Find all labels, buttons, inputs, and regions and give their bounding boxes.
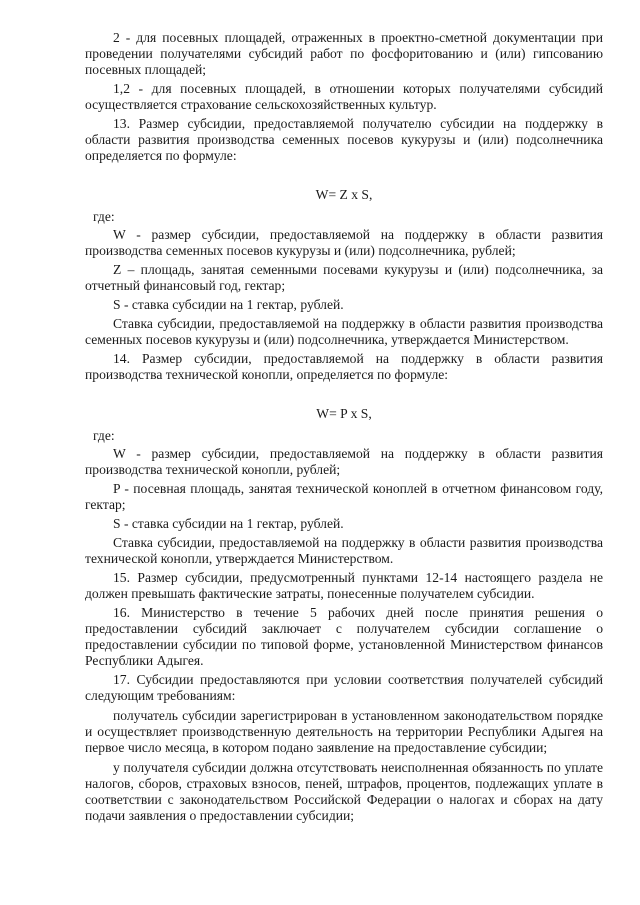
paragraph-15: 15. Размер субсидии, предусмотренный пунктами 12-14 настоящего раздела не должен превышать фактические затраты, понесенные получателем субсидии. (85, 570, 603, 601)
definition-p: P - посевная площадь, занятая технической коноплей в отчетном финансовом году, гектар; (85, 481, 603, 512)
paragraph-16: 16. Министерство в течение 5 рабочих дней после принятия решения о предоставлении субсидий заключает с получателем субсидии соглашение о предоставлении субсидии по типовой форме, установленной Министерством финансов Республики Адыгея. (85, 605, 603, 668)
rate-hemp-paragraph: Ставка субсидии, предоставляемой на поддержку в области развития производства технической конопли, утверждается Министерством. (85, 535, 603, 566)
formula-w-z-s: W= Z x S, (315, 187, 373, 202)
requirement-no-tax-debt: у получателя субсидии должна отсутствовать неисполненная обязанность по уплате налогов, сборов, страховых взносов, пеней, штрафов, процентов, подлежащих уплате в соответствии с законодательством Российской Федерации о налогах и сборах на дату подачи заявления о предоставлении субсидии; (85, 760, 603, 823)
paragraph-coef-2: 2 - для посевных площадей, отраженных в проектно-сметной документации при проведении получателями субсидий работ по фосфоритованию и (или) гипсованию посевных площадей; (85, 30, 603, 77)
requirement-registration: получатель субсидии зарегистрирован в установленном законодательством порядке и осуществляет производственную деятельность на территории Республики Адыгея на первое число месяца, в котором подано заявление на предоставление субсидии; (85, 708, 603, 755)
paragraph-coef-1-2: 1,2 - для посевных площадей, в отношении которых получателями субсидий осуществляется страхование сельскохозяйственных культур. (85, 81, 603, 112)
where-label: где: (93, 209, 115, 224)
rate-corn-paragraph: Ставка субсидии, предоставляемой на поддержку в области развития производства семенных посевов кукурузы и (или) подсолнечника, утверждается Министерством. (85, 316, 603, 347)
where-label-2: где: (93, 428, 115, 443)
definition-w-hemp: W - размер субсидии, предоставляемой на поддержку в области развития производства технической конопли, рублей; (85, 446, 603, 477)
definition-z: Z – площадь, занятая семенными посевами кукурузы и (или) подсолнечника, за отчетный финансовый год, гектар; (85, 262, 603, 293)
paragraph-14: 14. Размер субсидии, предоставляемой на поддержку в области развития производства технической конопли, определяется по формуле: (85, 351, 603, 382)
formula-w-p-s: W= P x S, (316, 406, 372, 421)
paragraph-17: 17. Субсидии предоставляются при условии соответствия получателей субсидий следующим требованиям: (85, 672, 603, 703)
paragraph-13: 13. Размер субсидии, предоставляемой получателю субсидии на поддержку в области развития производства семенных посевов кукурузы и (или) подсолнечника определяется по формуле: (85, 116, 603, 163)
definition-s-hemp: S - ставка субсидии на 1 гектар, рублей. (113, 516, 344, 531)
definition-s-corn: S - ставка субсидии на 1 гектар, рублей. (113, 297, 344, 312)
definition-w-corn: W - размер субсидии, предоставляемой на поддержку в области развития производства семенных посевов кукурузы и (или) подсолнечника, рублей; (85, 227, 603, 258)
